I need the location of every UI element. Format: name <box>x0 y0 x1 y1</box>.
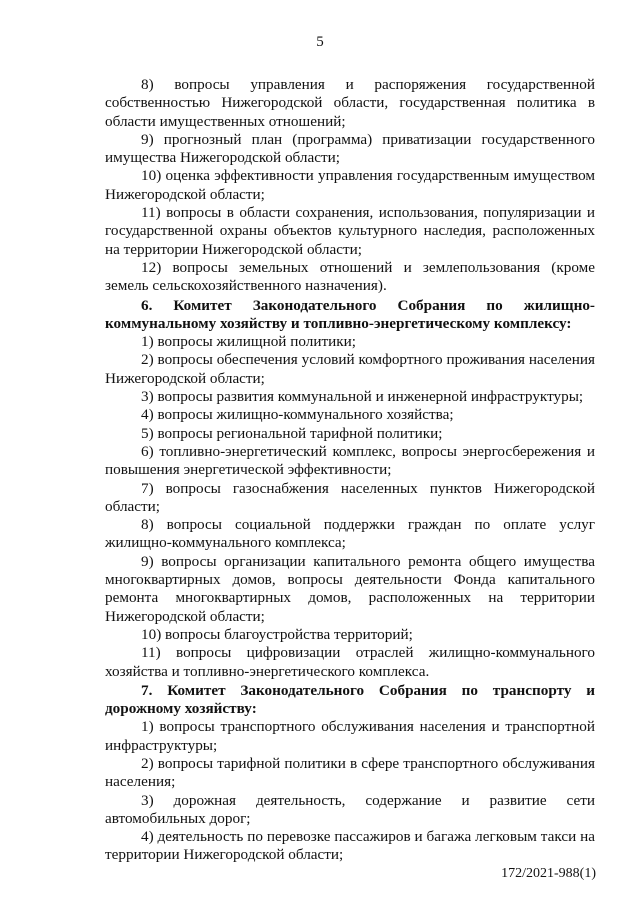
list-item: 1) вопросы транспортного обслуживания населения и транспортной инфраструктуры; <box>105 718 595 754</box>
list-item: 4) деятельность по перевозке пассажиров и багажа легковым такси на территории Нижегородской области; <box>105 828 595 864</box>
list-item: 7) вопросы газоснабжения населенных пунктов Нижегородской области; <box>105 479 595 515</box>
list-item: 12) вопросы земельных отношений и землепользования (кроме земель сельскохозяйственного назначения). <box>105 258 595 295</box>
list-item: 6) топливно-энергетический комплекс, вопросы энергосбережения и повышения энергетической эффективности; <box>105 442 595 479</box>
list-item: 2) вопросы тарифной политики в сфере транспортного обслуживания населения; <box>105 754 595 791</box>
list-item: 3) дорожная деятельность, содержание и развитие сети автомобильных дорог; <box>105 791 595 827</box>
list-item: 2) вопросы обеспечения условий комфортного проживания населения Нижегородской области; <box>105 351 595 387</box>
list-item: 11) вопросы в области сохранения, использования, популяризации и государственной охраны объектов культурного наследия, расположенных на территории Нижегородской области; <box>105 204 595 258</box>
section-heading-committee-housing: 6. Комитет Законодательного Собрания по жилищно-коммунальному хозяйству и топливно-энергетическому комплексу: <box>105 296 595 332</box>
document-code: 172/2021-988(1) <box>501 866 596 881</box>
list-item: 11) вопросы цифровизации отраслей жилищно-коммунального хозяйства и топливно-энергетического комплекса. <box>105 644 595 680</box>
list-item: 9) вопросы организации капитального ремонта общего имущества многоквартирных домов, вопросы деятельности Фонда капитального ремонта многоквартирных домов, расположенных на территории Нижегородской области; <box>105 552 595 625</box>
list-item: 3) вопросы развития коммунальной и инженерной инфраструктуры; <box>141 388 584 406</box>
list-item: 10) вопросы благоустройства территорий; <box>141 625 413 643</box>
list-item: 4) вопросы жилищно-коммунального хозяйства; <box>141 406 454 424</box>
list-item: 10) оценка эффективности управления государственным имуществом Нижегородской области; <box>105 167 595 203</box>
document-body <box>105 76 595 865</box>
list-item: 8) вопросы социальной поддержки граждан по оплате услуг жилищно-коммунального комплекса; <box>105 516 595 552</box>
list-item: 8) вопросы управления и распоряжения государственной собственностью Нижегородской области, государственная политика в области имущественных отношений; <box>105 76 595 130</box>
list-item: 1) вопросы жилищной политики; <box>141 333 356 351</box>
section-heading-committee-transport: 7. Комитет Законодательного Собрания по транспорту и дорожному хозяйству: <box>105 681 595 718</box>
page-number: 5 <box>316 34 324 50</box>
list-item: 9) прогнозный план (программа) приватизации государственного имущества Нижегородской области; <box>105 130 595 167</box>
list-item: 5) вопросы региональной тарифной политики; <box>141 424 443 442</box>
